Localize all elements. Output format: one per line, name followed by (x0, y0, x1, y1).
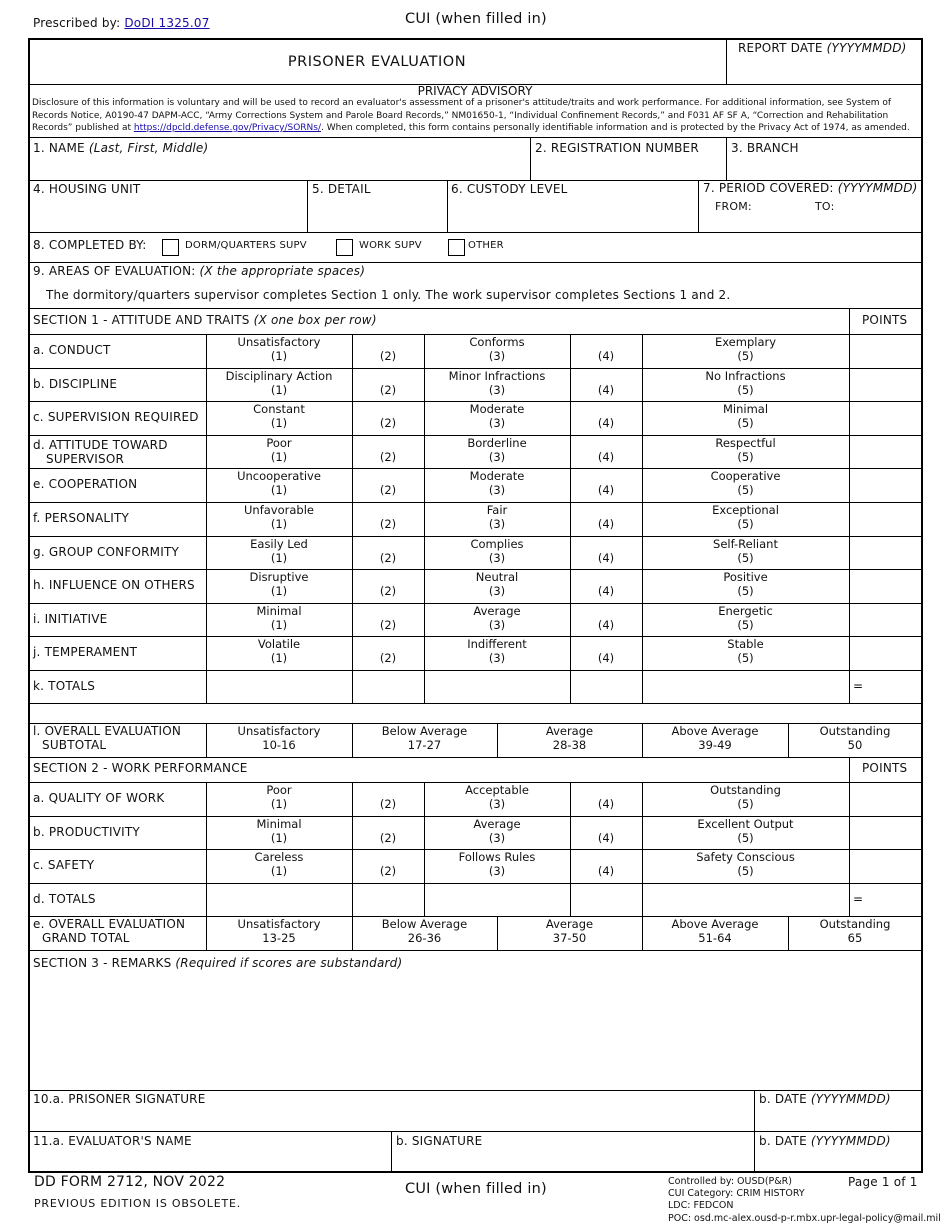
section1-row-1-option-3-score: (3) (488, 382, 506, 397)
section2-row-1-option-3-label: Average (473, 816, 521, 831)
section1-title: SECTION 1 - ATTITUDE AND TRAITS (X one box per row) (33, 313, 377, 327)
evaluator-name-input[interactable] (29, 1150, 390, 1172)
section1-row-3-points-input[interactable] (850, 436, 921, 468)
section1-row-2-option-3[interactable] (424, 402, 570, 436)
privacy-heading: PRIVACY ADVISORY (417, 84, 533, 98)
section1-row-4-option-3[interactable] (424, 469, 570, 503)
section1-row-6-option-5-score: (5) (737, 550, 754, 565)
section1-row-8-option-3[interactable] (424, 604, 570, 638)
registration-input[interactable] (531, 156, 725, 180)
section1-row-9-option-5-label: Stable (727, 637, 764, 652)
section2-row-0-option-1-score: (1) (270, 797, 288, 811)
section1-row-label: c. SUPERVISION REQUIRED (33, 410, 199, 425)
section2-total-col-2[interactable] (353, 884, 423, 915)
section1-row-8-option-1-label: Minimal (256, 603, 302, 618)
section2-row-0-option-3-score: (3) (488, 797, 506, 811)
section1-row-1-option-1[interactable] (206, 369, 352, 403)
cui-bottom: CUI (when filled in) (405, 1181, 547, 1197)
section1-row-8-option-3-score: (3) (488, 617, 506, 632)
section1-row-0-option-5-score: (5) (737, 349, 754, 363)
custody-label: 6. CUSTODY LEVEL (451, 182, 568, 196)
obsolete-note: PREVIOUS EDITION IS OBSOLETE. (34, 1197, 242, 1210)
section1-band-2-label: Below Average (381, 724, 468, 738)
section1-row-3-option-4[interactable]: (4) (597, 449, 615, 464)
section1-points-header: POINTS (862, 313, 908, 327)
section1-band-5-label: Outstanding (819, 724, 891, 738)
evaluator-date-input[interactable] (755, 1150, 921, 1172)
section2-row-2-option-1[interactable] (206, 850, 352, 884)
section2-total-col-5[interactable] (643, 884, 848, 915)
section1-row-label: j. TEMPERAMENT (33, 645, 138, 660)
privacy-text: Disclosure of this information is voluntary and will be used to record an evaluator's assessment of a prisoner's attitude/traits and work performance. For additional information, see System of Records Notice, A0190-47 DAPM-ACC, “Army Corrections System and Parole Board Records,” NM01650-1, “Individual Confinement Records,” and F031 AF SF A, “Correction and Rehabilitation Records” published at https://dpcld.defense.gov/Privacy/SORNs/. When completed, this form contains personally identifiable information and is protected by the Privacy Act of 1974, as amended. (32, 98, 910, 133)
branch-input[interactable] (727, 156, 921, 180)
section2-row-0-option-5-score: (5) (737, 797, 754, 811)
section1-row-4-option-5-score: (5) (737, 483, 754, 498)
section2-row-2-option-5-label: Safety Conscious (696, 850, 795, 865)
from-label: FROM: (715, 200, 752, 213)
section2-total-col-3[interactable] (425, 884, 569, 915)
cui-top: CUI (when filled in) (405, 11, 547, 27)
section2-row-2-option-3[interactable] (424, 850, 570, 884)
section1-row-1-points-input[interactable] (850, 369, 921, 401)
section1-row-6-option-3-label: Complies (470, 536, 524, 551)
dorm-supv-checkbox[interactable] (162, 239, 179, 256)
section1-overall-label: l. OVERALL EVALUATION SUBTOTAL (33, 724, 182, 752)
section1-row-5-option-5-score: (5) (737, 517, 754, 531)
section1-row-0-points-input[interactable] (850, 335, 921, 367)
section1-band-1-label: Unsatisfactory (237, 724, 321, 738)
section1-row-9-option-3-label: Indifferent (467, 637, 527, 652)
section1-row-2-option-2[interactable]: (2) (379, 416, 397, 431)
section1-row-4-option-5[interactable] (642, 469, 849, 503)
section1-row-2-points-input[interactable] (850, 402, 921, 434)
section1-band-3-label: Average (545, 724, 594, 738)
section1-row-1-option-1-score: (1) (270, 382, 288, 397)
section1-row-4-points-input[interactable] (850, 469, 921, 501)
branch-label: 3. BRANCH (731, 141, 799, 155)
section1-row-0-option-3[interactable] (424, 335, 570, 369)
section1-row-1-option-5-label: No Infractions (705, 368, 786, 383)
section1-row-1-option-4[interactable]: (4) (597, 382, 615, 397)
section2-row-0-option-1-label: Poor (266, 783, 292, 797)
section1-row-1-option-5[interactable] (642, 369, 849, 403)
section1-total-col-5[interactable] (643, 671, 848, 702)
section1-totals-label: k. TOTALS (33, 679, 96, 693)
section1-row-8-points-input[interactable] (850, 604, 921, 636)
section1-row-5-option-1-score: (1) (270, 517, 288, 531)
section2-row-label: a. QUALITY OF WORK (33, 791, 165, 805)
detail-label: 5. DETAIL (312, 182, 371, 196)
areas-note: The dormitory/quarters supervisor completes Section 1 only. The work supervisor completes Sections 1 and 2. (46, 288, 731, 302)
section1-row-3-option-3[interactable] (424, 436, 570, 470)
section1-row-2-option-5-label: Minimal (722, 402, 769, 417)
section1-row-7-option-4[interactable]: (4) (597, 584, 615, 599)
section1-row-2-option-5-score: (5) (737, 416, 754, 431)
section2-row-0-points-input[interactable] (850, 783, 921, 815)
section1-row-5-option-1[interactable] (206, 503, 352, 537)
section2-row-2-option-5[interactable] (642, 850, 849, 884)
dodi-link[interactable]: DoDI 1325.07 (124, 16, 210, 30)
section2-band-5[interactable] (788, 917, 922, 951)
section2-row-1-option-1[interactable] (206, 817, 352, 851)
report-date-label: REPORT DATE (YYYYMMDD) (738, 41, 907, 55)
section1-row-3-option-3-label: Borderline (467, 435, 527, 450)
section1-row-3-option-1[interactable] (206, 436, 352, 470)
section1-row-3-option-1-label: Poor (266, 435, 292, 450)
to-input[interactable] (835, 198, 920, 214)
section2-row-label: c. SAFETY (33, 858, 95, 873)
section2-overall-label: e. OVERALL EVALUATION GRAND TOTAL (33, 917, 186, 945)
section1-row-4-option-4[interactable]: (4) (597, 483, 615, 498)
section2-band-2-score: 26-36 (407, 931, 442, 945)
dorm-supv-label: DORM/QUARTERS SUPV (185, 240, 307, 251)
other-checkbox[interactable] (448, 239, 465, 256)
section1-row-6-option-1-score: (1) (270, 550, 288, 565)
section1-row-3-option-1-score: (1) (270, 449, 288, 464)
section1-total-col-2[interactable] (353, 671, 423, 702)
detail-input[interactable] (308, 198, 447, 232)
section1-row-5-option-5-label: Exceptional (712, 503, 779, 517)
section1-row-label: i. INITIATIVE (33, 611, 108, 626)
page-number: Page 1 of 1 (848, 1175, 918, 1189)
section1-total-col-3[interactable] (425, 671, 569, 702)
report-date-input[interactable] (727, 56, 921, 83)
section2-band-1-label: Unsatisfactory (237, 917, 321, 931)
evaluator-date-label: b. DATE (YYYYMMDD) (759, 1134, 891, 1148)
section2-row-1-option-1-label: Minimal (256, 816, 302, 831)
section1-row-3-option-5[interactable] (642, 436, 849, 470)
section1-row-4-option-3-score: (3) (488, 483, 506, 498)
section2-row-1-option-5-score: (5) (737, 830, 754, 845)
section1-band-4-score: 39-49 (698, 738, 732, 752)
completed-by-label: 8. COMPLETED BY: (33, 238, 147, 252)
section1-row-0-option-1-score: (1) (270, 349, 288, 363)
section1-row-5-option-3-label: Fair (486, 503, 508, 517)
section1-total-col-1[interactable] (207, 671, 351, 702)
section2-totals-equals: = (853, 892, 864, 906)
section2-row-1-option-2[interactable]: (2) (379, 830, 397, 845)
section1-row-8-option-1-score: (1) (270, 617, 288, 632)
section1-row-2-option-3-score: (3) (488, 416, 506, 431)
section1-row-2-option-1-label: Constant (253, 402, 305, 417)
section1-row-9-option-4[interactable]: (4) (597, 651, 615, 666)
section1-band-1-score: 10-16 (262, 738, 296, 752)
section2-row-0-option-2[interactable]: (2) (379, 797, 397, 811)
section1-row-4-option-3-label: Moderate (469, 469, 525, 484)
section1-row-7-option-5-score: (5) (737, 584, 754, 599)
section1-row-1-option-5-score: (5) (737, 382, 754, 397)
section1-total-col-4[interactable] (571, 671, 641, 702)
section1-row-0-option-3-score: (3) (488, 349, 506, 363)
section1-row-4-option-2[interactable]: (2) (379, 483, 397, 498)
section2-row-0-option-1[interactable] (206, 783, 352, 817)
section1-row-7-option-3[interactable] (424, 570, 570, 604)
other-label: OTHER (468, 240, 504, 251)
section1-row-9-option-1[interactable] (206, 637, 352, 671)
section1-row-7-points-input[interactable] (850, 570, 921, 602)
name-input[interactable] (29, 156, 529, 180)
section1-row-9-option-2[interactable]: (2) (379, 651, 397, 666)
section2-band-4-score: 51-64 (698, 931, 732, 945)
section1-row-3-option-3-score: (3) (488, 449, 506, 464)
section2-row-0-option-4[interactable]: (4) (597, 797, 615, 811)
form-title: PRISONER EVALUATION (287, 54, 467, 70)
section1-row-2-option-1-score: (1) (270, 416, 288, 431)
section1-row-2-option-5[interactable] (642, 402, 849, 436)
section1-row-label: h. INFLUENCE ON OTHERS (33, 578, 195, 593)
section1-row-0-option-1-label: Unsatisfactory (237, 335, 321, 349)
section2-row-1-option-3-score: (3) (488, 830, 506, 845)
section1-row-4-option-1[interactable] (206, 469, 352, 503)
registration-label: 2. REGISTRATION NUMBER (535, 141, 699, 155)
remarks-input[interactable] (29, 972, 921, 1088)
section1-band-3[interactable] (497, 724, 642, 758)
section1-row-0-option-1[interactable] (206, 335, 352, 369)
section1-row-label: d. ATTITUDE TOWARD SUPERVISOR (33, 437, 168, 466)
section1-row-1-option-1-label: Disciplinary Action (225, 368, 333, 383)
section1-row-label: b. DISCIPLINE (33, 376, 118, 391)
areas-label: 9. AREAS OF EVALUATION: (X the appropriate spaces) (33, 264, 366, 278)
section2-band-3-label: Average (545, 917, 594, 931)
section1-row-5-points-input[interactable] (850, 503, 921, 535)
section2-row-1-option-5-label: Excellent Output (697, 816, 794, 831)
section1-row-7-option-5[interactable] (642, 570, 849, 604)
section1-row-1-option-3[interactable] (424, 369, 570, 403)
section1-row-5-option-2[interactable]: (2) (379, 517, 397, 531)
section1-band-3-score: 28-38 (552, 738, 587, 752)
section2-row-1-option-3[interactable] (424, 817, 570, 851)
housing-label: 4. HOUSING UNIT (33, 182, 141, 196)
section1-row-label: e. COOPERATION (33, 477, 138, 492)
section1-row-8-option-3-label: Average (473, 603, 521, 618)
to-label: TO: (815, 200, 835, 213)
evaluator-signature-label: b. SIGNATURE (396, 1134, 483, 1148)
section2-band-5-label: Outstanding (819, 917, 891, 931)
section1-row-9-option-5[interactable] (642, 637, 849, 671)
section2-row-2-option-5-score: (5) (737, 864, 754, 879)
section1-row-6-option-3-score: (3) (488, 550, 506, 565)
section1-row-5-option-5[interactable] (642, 503, 849, 537)
name-label: 1. NAME (Last, First, Middle) (33, 141, 209, 155)
section1-row-1-option-2[interactable]: (2) (379, 382, 397, 397)
section1-row-6-option-1-label: Easily Led (250, 536, 308, 551)
section1-row-8-option-5[interactable] (642, 604, 849, 638)
section1-row-5-option-3-score: (3) (488, 517, 506, 531)
section1-band-2-score: 17-27 (407, 738, 442, 752)
evaluator-signature-input[interactable] (392, 1150, 753, 1172)
section1-row-8-option-2[interactable]: (2) (379, 617, 397, 632)
sorn-link[interactable]: https://dpcld.defense.gov/Privacy/SORNs/ (133, 123, 322, 133)
evaluator-name-label: 11.a. EVALUATOR'S NAME (33, 1134, 192, 1148)
section1-row-0-option-5-label: Exemplary (714, 335, 777, 349)
section2-band-4-label: Above Average (671, 917, 759, 931)
section1-row-9-option-1-label: Volatile (257, 637, 301, 652)
section2-row-0-option-3-label: Acceptable (465, 783, 529, 797)
section1-band-4-label: Above Average (671, 724, 759, 738)
section1-row-9-points-input[interactable] (850, 637, 921, 669)
section1-row-9-option-5-score: (5) (737, 651, 754, 666)
prisoner-date-input[interactable] (755, 1108, 921, 1131)
section2-title: SECTION 2 - WORK PERFORMANCE (33, 761, 248, 775)
section2-band-5-score: 65 (847, 931, 863, 945)
section1-row-label: g. GROUP CONFORMITY (33, 544, 180, 559)
section2-row-1-points-input[interactable] (850, 817, 921, 849)
section2-band-4[interactable] (642, 917, 788, 951)
section1-row-8-option-1[interactable] (206, 604, 352, 638)
prisoner-signature-label: 10.a. PRISONER SIGNATURE (33, 1092, 206, 1106)
section1-row-7-option-1[interactable] (206, 570, 352, 604)
section1-band-4[interactable] (642, 724, 788, 758)
section2-band-1-score: 13-25 (262, 931, 296, 945)
section2-row-1-option-4[interactable]: (4) (597, 830, 615, 845)
housing-input[interactable] (29, 198, 306, 232)
section1-row-4-option-5-label: Cooperative (710, 469, 781, 484)
section2-band-3-score: 37-50 (552, 931, 587, 945)
section2-row-2-option-1-label: Careless (254, 850, 304, 865)
section1-row-6-option-1[interactable] (206, 537, 352, 571)
section1-row-5-option-4[interactable]: (4) (597, 517, 615, 531)
section2-row-1-option-5[interactable] (642, 817, 849, 851)
prisoner-date-label: b. DATE (YYYYMMDD) (759, 1092, 891, 1106)
section1-row-6-option-2[interactable]: (2) (379, 550, 397, 565)
prisoner-signature-input[interactable] (29, 1108, 753, 1131)
section1-row-6-option-4[interactable]: (4) (597, 550, 615, 565)
form-number: DD FORM 2712, NOV 2022 (34, 1174, 226, 1190)
section2-total-col-4[interactable] (571, 884, 641, 915)
from-input[interactable] (752, 198, 812, 214)
section2-band-2[interactable] (352, 917, 497, 951)
section1-row-1-option-3-label: Minor Infractions (448, 368, 546, 383)
section1-row-0-option-2[interactable]: (2) (379, 349, 397, 363)
section1-row-4-option-1-label: Uncooperative (237, 469, 321, 484)
section1-band-5-score: 50 (847, 738, 863, 752)
section1-row-5-option-3[interactable] (424, 503, 570, 537)
section1-row-0-option-5[interactable] (642, 335, 849, 369)
section1-row-8-option-4[interactable]: (4) (597, 617, 615, 632)
section1-row-7-option-1-label: Disruptive (249, 570, 309, 585)
section2-row-0-option-5-label: Outstanding (710, 783, 781, 797)
section1-band-2[interactable] (352, 724, 497, 758)
section2-row-0-option-5[interactable] (642, 783, 849, 817)
section1-row-6-option-5-label: Self-Reliant (713, 536, 778, 551)
section2-row-2-option-2[interactable]: (2) (379, 864, 397, 879)
section1-row-label: f. PERSONALITY (33, 511, 130, 525)
section1-row-3-option-5-score: (5) (737, 449, 754, 464)
section2-row-2-option-1-score: (1) (270, 864, 288, 879)
section2-row-2-option-3-label: Follows Rules (458, 850, 536, 865)
section1-row-label: a. CONDUCT (33, 343, 111, 357)
prescribed-by: Prescribed by: DoDI 1325.07 (33, 16, 210, 30)
section1-row-8-option-5-label: Energetic (718, 603, 773, 618)
section2-totals-label: d. TOTALS (33, 892, 96, 906)
section1-totals-equals: = (853, 679, 864, 693)
section1-row-6-option-5[interactable] (642, 537, 849, 571)
section1-row-3-option-5-label: Respectful (715, 435, 776, 450)
section1-row-7-option-1-score: (1) (270, 584, 288, 599)
custody-input[interactable] (448, 198, 697, 232)
section1-row-2-option-4[interactable]: (4) (597, 416, 615, 431)
work-supv-checkbox[interactable] (336, 239, 353, 256)
section1-band-1[interactable] (206, 724, 352, 758)
section1-row-5-option-1-label: Unfavorable (244, 503, 314, 517)
section2-band-3[interactable] (497, 917, 642, 951)
section2-row-label: b. PRODUCTIVITY (33, 824, 140, 839)
section2-total-col-1[interactable] (207, 884, 351, 915)
section1-row-7-option-3-score: (3) (488, 584, 506, 599)
section1-row-8-option-5-score: (5) (737, 617, 754, 632)
section1-row-9-option-3[interactable] (424, 637, 570, 671)
section1-row-2-option-1[interactable] (206, 402, 352, 436)
section2-row-2-option-3-score: (3) (488, 864, 506, 879)
section1-row-4-option-1-score: (1) (270, 483, 288, 498)
section1-row-7-option-5-label: Positive (723, 570, 768, 585)
section1-row-9-option-1-score: (1) (270, 651, 288, 666)
section2-row-2-option-4[interactable]: (4) (597, 864, 615, 879)
section2-row-1-option-1-score: (1) (270, 830, 288, 845)
section1-row-6-option-3[interactable] (424, 537, 570, 571)
section1-row-7-option-3-label: Neutral (475, 570, 519, 585)
work-supv-label: WORK SUPV (359, 240, 422, 251)
cui-block: Controlled by: OUSD(P&R) CUI Category: CRIM HISTORY LDC: FEDCON POC: osd.mc-alex.ousd-p-r.mbx.upr-legal-policy@mail.mil (668, 1176, 941, 1224)
section2-row-0-option-3[interactable] (424, 783, 570, 817)
section2-band-1[interactable] (206, 917, 352, 951)
section1-row-6-points-input[interactable] (850, 537, 921, 569)
section2-band-2-label: Below Average (381, 917, 468, 931)
section2-row-2-points-input[interactable] (850, 850, 921, 882)
section2-points-header: POINTS (862, 761, 908, 775)
section1-row-2-option-3-label: Moderate (469, 402, 525, 417)
section1-row-0-option-4[interactable]: (4) (597, 349, 615, 363)
section1-band-5[interactable] (788, 724, 922, 758)
section3-title: SECTION 3 - REMARKS (Required if scores are substandard) (33, 956, 403, 970)
section1-row-3-option-2[interactable]: (2) (379, 449, 397, 464)
section1-row-0-option-3-label: Conforms (469, 335, 525, 349)
period-label: 7. PERIOD COVERED: (YYYYMMDD) (703, 181, 918, 195)
section1-row-9-option-3-score: (3) (488, 651, 506, 666)
section1-row-7-option-2[interactable]: (2) (379, 584, 397, 599)
